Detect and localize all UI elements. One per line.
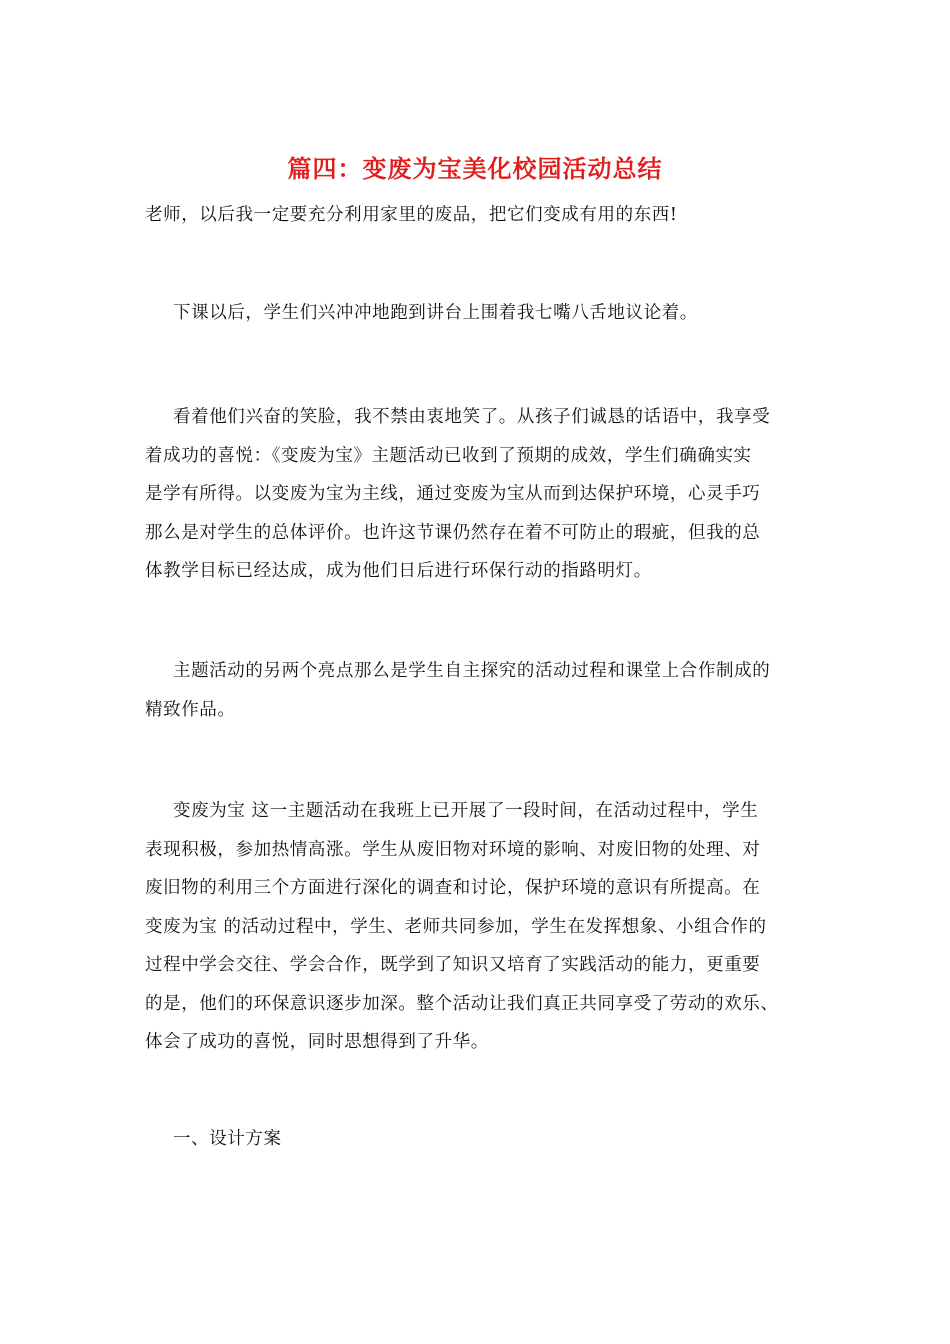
paragraph-line: 着成功的喜悦：《变废为宝》主题活动已收到了预期的成效，学生们确确实实: [145, 445, 752, 466]
paragraph-3: [145, 398, 813, 591]
section-heading-text: 一、设计方案: [173, 1129, 282, 1149]
paragraph-2: [145, 294, 813, 333]
paragraph-line: 的是，他们的环保意识逐步加深。整个活动让我们真正共同享受了劳动的欢乐、: [145, 993, 779, 1014]
paragraph-line: 那么是对学生的总体评价。也许这节课仍然存在着不可防止的瑕疵，但我的总: [145, 522, 761, 543]
paragraph-line: 变废为宝 这一主题活动在我班上已开展了一段时间，在活动过程中，学生: [173, 801, 759, 821]
paragraph-line: 过程中学会交往、学会合作，既学到了知识又培育了实践活动的能力，更重要: [145, 955, 761, 975]
paragraph-line: 主题活动的另两个亮点那么是学生自主探究的活动过程和课堂上合作制成的: [173, 661, 771, 681]
paragraph-line: 是学有所得。以变废为宝为主线，通过变废为宝从而到达保护环境，心灵手巧: [145, 484, 761, 504]
paragraph-line: 看着他们兴奋的笑脸，我不禁由衷地笑了。从孩子们诚恳的话语中，我享受: [173, 407, 771, 427]
paragraph-1: [145, 196, 813, 235]
paragraph-line: 下课以后，学生们兴冲冲地跑到讲台上围着我七嘴八舌地议论着。: [173, 303, 698, 323]
paragraph-line: 精致作品。: [145, 699, 236, 720]
document-title: 篇四：变废为宝美化校园活动总结: [287, 154, 663, 183]
paragraph-line: 变废为宝 的活动过程中，学生、老师共同参加，学生在发挥想象、小组合作的: [145, 916, 767, 937]
paragraph-line: 老师，以后我一定要充分利用家里的废品，把它们变成有用的东西!: [145, 205, 678, 225]
paragraph-line: 体会了成功的喜悦，同时思想得到了升华。: [145, 1032, 489, 1052]
paragraph-line: 表现积极，参加热情高涨。学生从废旧物对环境的影响、对废旧物的处理、对: [145, 839, 761, 860]
paragraph-line: 体教学目标已经达成，成为他们日后进行环保行动的指路明灯。: [145, 561, 652, 581]
paragraph-4: [145, 652, 813, 729]
paragraph-line: 废旧物的利用三个方面进行深化的调查和讨论，保护环境的意识有所提高。在: [145, 878, 761, 898]
paragraph-5: [145, 792, 813, 1062]
section-heading: [145, 1120, 813, 1159]
